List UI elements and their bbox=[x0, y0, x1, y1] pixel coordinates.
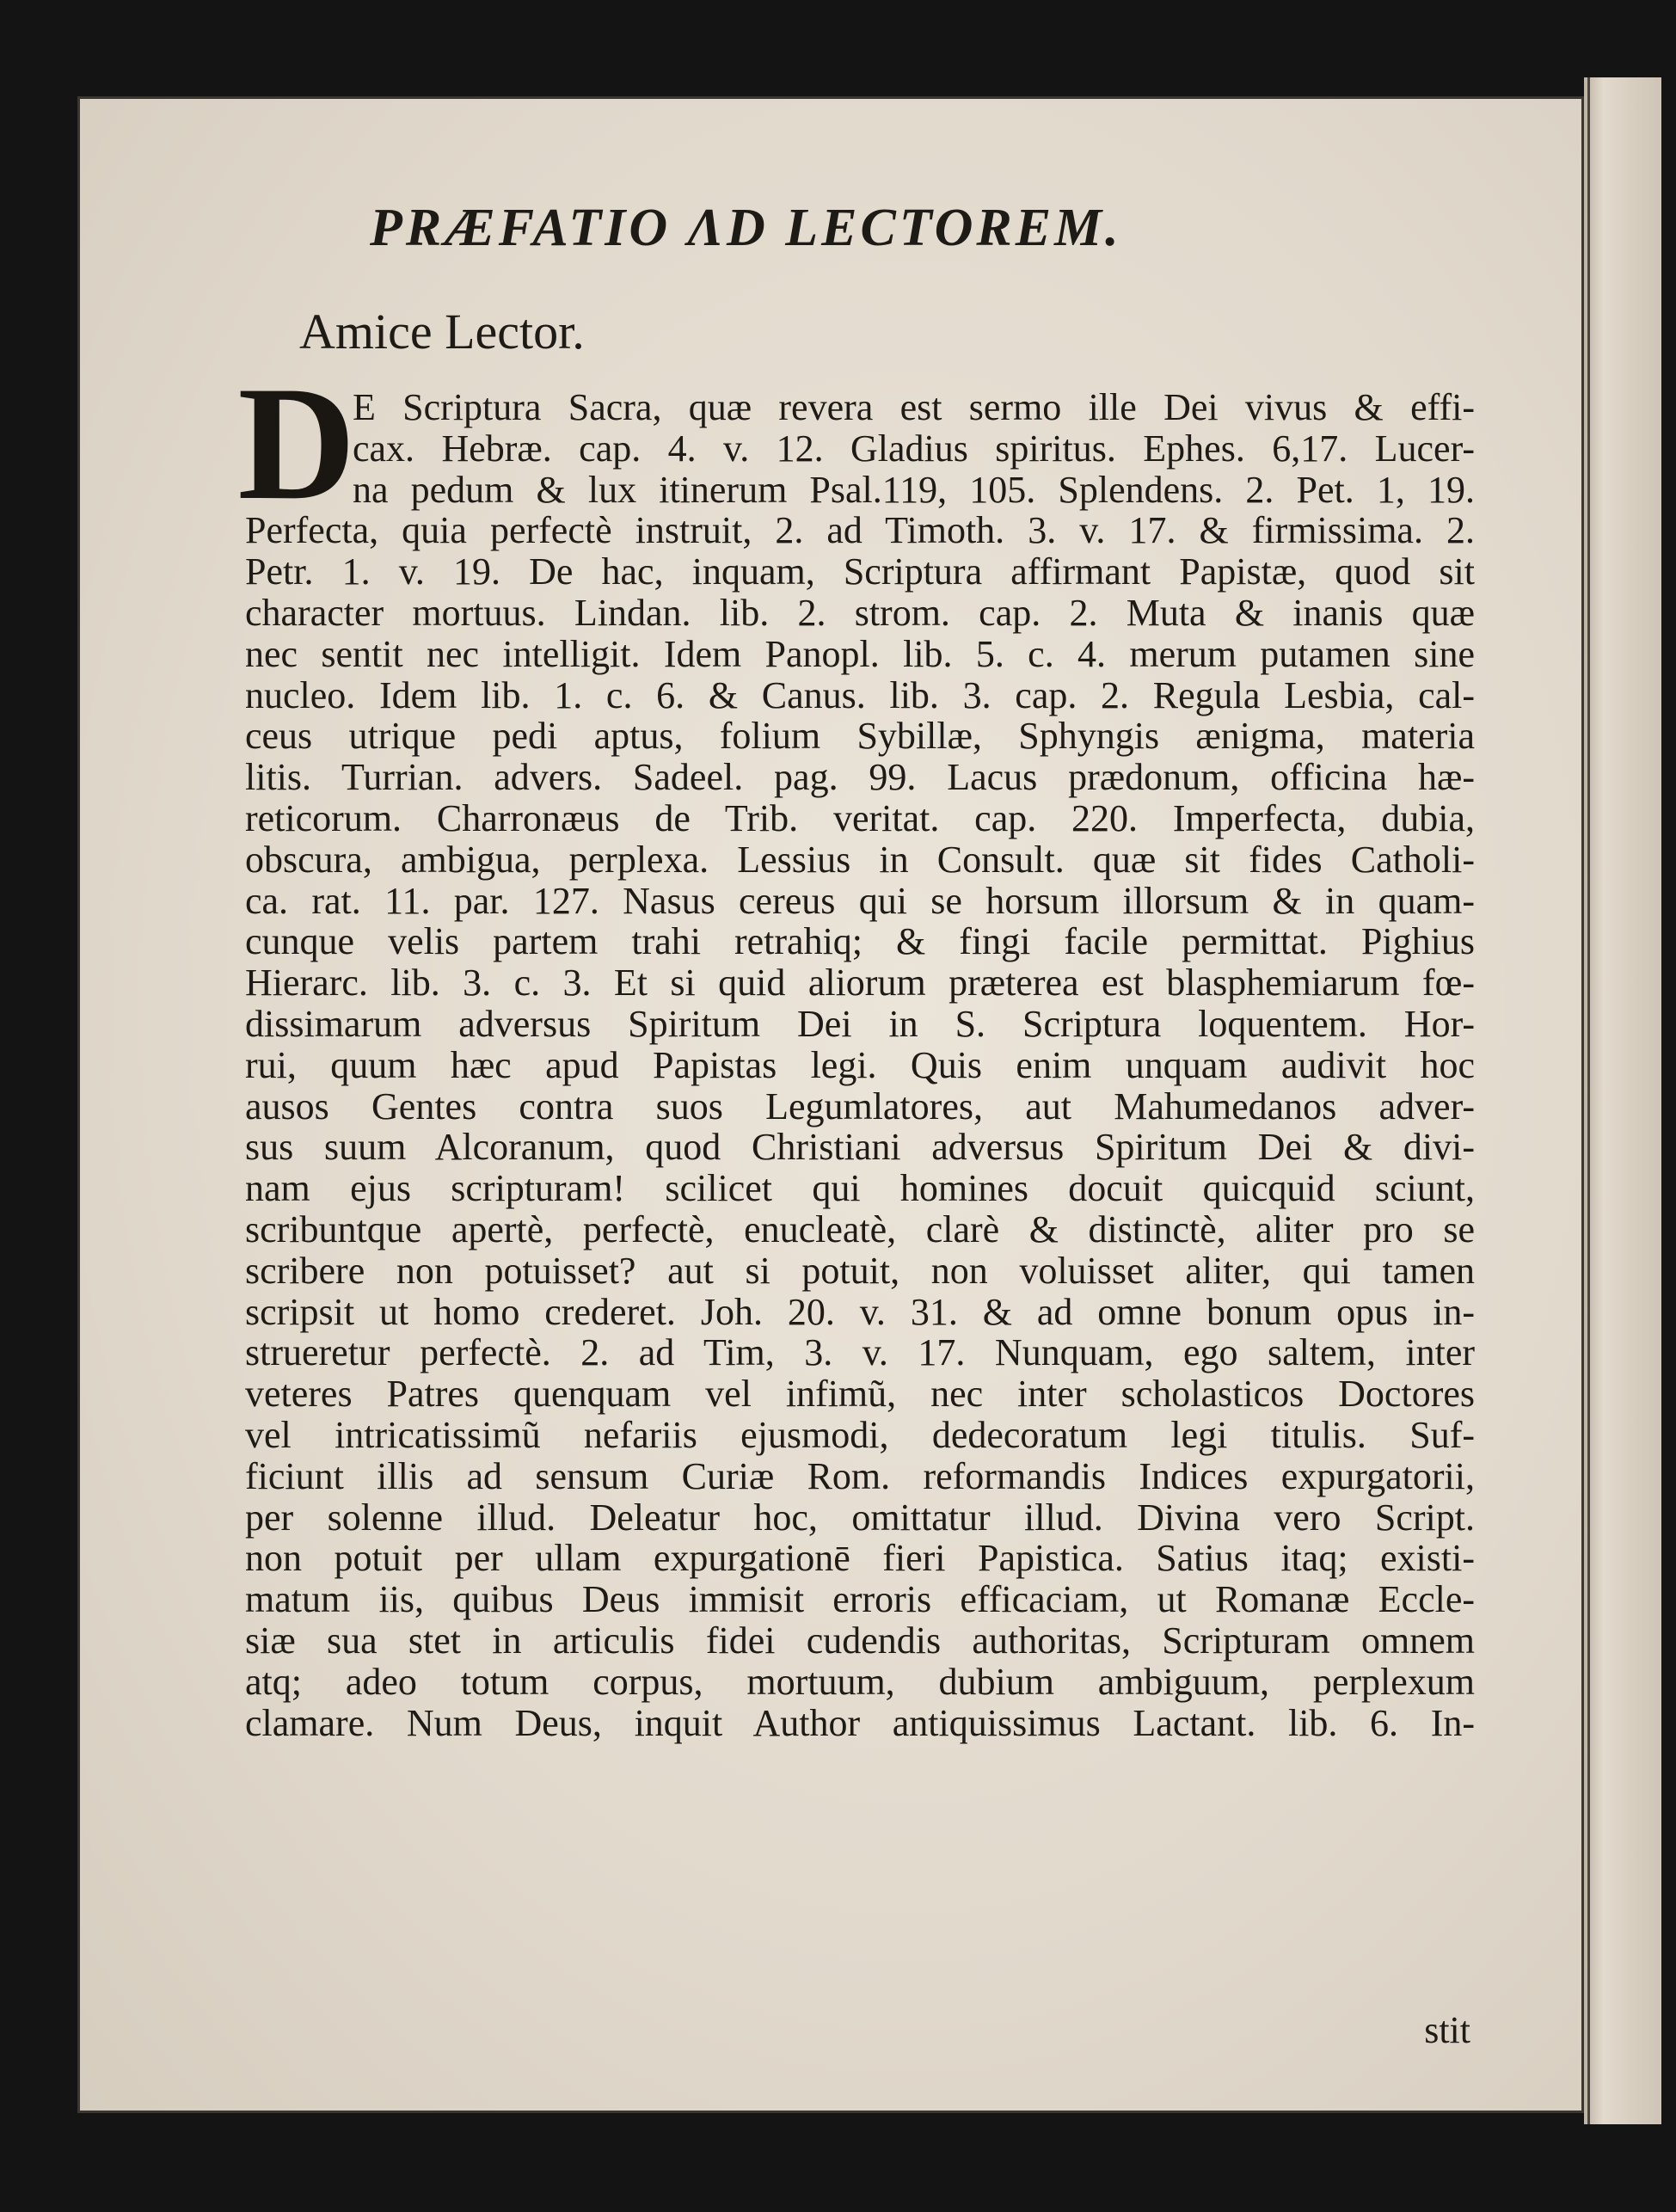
text-line: ausos Gentes contra suos Legumlatores, aut Mahumedanos adver- bbox=[245, 1084, 1475, 1128]
text-line: ceus utrique pedi aptus, folium Sybillæ, Sphyngis ænigma, materia bbox=[245, 715, 1475, 758]
text-line: vel intricatissimũ nefariis ejusmodi, dedecoratum legi titulis. Suf- bbox=[245, 1413, 1475, 1456]
catchword: stit bbox=[1424, 2009, 1470, 2051]
text-line: scripsit ut homo crederet. Joh. 20. v. 31. & ad omne bonum opus in- bbox=[245, 1290, 1475, 1333]
text-line: scribere non potuisset? aut si potuit, non voluisset aliter, qui tamen bbox=[245, 1249, 1475, 1292]
text-line: Petr. 1. v. 19. De hac, inquam, Scriptura affirmant Papistæ, quod sit bbox=[245, 550, 1475, 593]
text-line: cax. Hebræ. cap. 4. v. 12. Gladius spiritus. Ephes. 6,17. Lucer- bbox=[353, 427, 1475, 470]
adjacent-page-edge bbox=[1584, 77, 1661, 2124]
text-line: na pedum & lux itinerum Psal.119, 105. Splendens. 2. Pet. 1, 19. bbox=[353, 468, 1475, 511]
text-line: siæ sua stet in articulis fidei cudendis authoritas, Scripturam omnem bbox=[245, 1619, 1475, 1662]
text-line: sus suum Alcoranum, quod Christiani adversus Spiritum Dei & divi- bbox=[245, 1126, 1475, 1169]
text-line: non potuit per ullam expurgationē fieri Papistica. Satius itaq; existi- bbox=[245, 1537, 1475, 1580]
text-line: reticorum. Charronæus de Trib. veritat. cap. 220. Imperfecta, dubia, bbox=[245, 796, 1475, 839]
text-line: litis. Turrian. advers. Sadeel. pag. 99. Lacus prædonum, officina hæ- bbox=[245, 756, 1475, 799]
text-line: matum iis, quibus Deus immisit erroris efficaciam, ut Romanæ Eccle- bbox=[245, 1578, 1475, 1621]
text-line: nec sentit nec intelligit. Idem Panopl. lib. 5. c. 4. merum putamen sine bbox=[245, 632, 1475, 675]
text-line: cunque velis partem trahi retrahiq; & fingi facile permittat. Pighius bbox=[245, 920, 1475, 963]
preface-body bbox=[245, 387, 1475, 1743]
drop-capital: D bbox=[237, 353, 356, 534]
text-line: veteres Patres quenquam vel infimũ, nec inter scholasticos Doctores bbox=[245, 1373, 1475, 1416]
text-line: per solenne illud. Deleatur hoc, omittatur illud. Divina vero Script. bbox=[245, 1496, 1475, 1539]
text-line: nucleo. Idem lib. 1. c. 6. & Canus. lib. 3. cap. 2. Regula Lesbia, cal- bbox=[245, 673, 1475, 716]
text-line: rui, quum hæc apud Papistas legi. Quis enim unquam audivit hoc bbox=[245, 1043, 1475, 1086]
text-line: ficiunt illis ad sensum Curiæ Rom. reformandis Indices expurgatorii, bbox=[245, 1454, 1475, 1497]
text-line: scribuntque apertè, perfectè, enucleatè, clarè & distinctè, aliter pro se bbox=[245, 1207, 1475, 1250]
text-line: clamare. Num Deus, inquit Author antiquissimus Lactant. lib. 6. In- bbox=[245, 1701, 1475, 1744]
text-line: nam ejus scripturam! scilicet qui homines docuit quicquid sciunt, bbox=[245, 1167, 1475, 1210]
text-line: Perfecta, quia perfectè instruit, 2. ad Timoth. 3. v. 17. & firmissima. 2. bbox=[245, 509, 1475, 552]
salutation: Amice Lector. bbox=[299, 304, 585, 359]
text-line: dissimarum adversus Spiritum Dei in S. Scriptura loquentem. Hor- bbox=[245, 1002, 1475, 1045]
text-line: character mortuus. Lindan. lib. 2. strom. cap. 2. Muta & inanis quæ bbox=[245, 591, 1475, 634]
text-line: Hierarc. lib. 3. c. 3. Et si quid aliorum præterea est blasphemiarum fœ- bbox=[245, 962, 1475, 1005]
text-line: ca. rat. 11. par. 127. Nasus cereus qui se horsum illorsum & in quam- bbox=[245, 879, 1475, 922]
text-line: obscura, ambigua, perplexa. Lessius in Consult. quæ sit fides Catholi- bbox=[245, 838, 1475, 881]
text-line: atq; adeo totum corpus, mortuum, dubium ambiguum, perplexum bbox=[245, 1660, 1475, 1703]
text-line: E Scriptura Sacra, quæ revera est sermo ille Dei vivus & effi- bbox=[353, 386, 1475, 428]
page-title: PRÆFATIO ΛD LECTOREM. bbox=[370, 199, 1122, 257]
text-line: strueretur perfectè. 2. ad Tim, 3. v. 17. Nunquam, ego saltem, inter bbox=[245, 1331, 1475, 1374]
